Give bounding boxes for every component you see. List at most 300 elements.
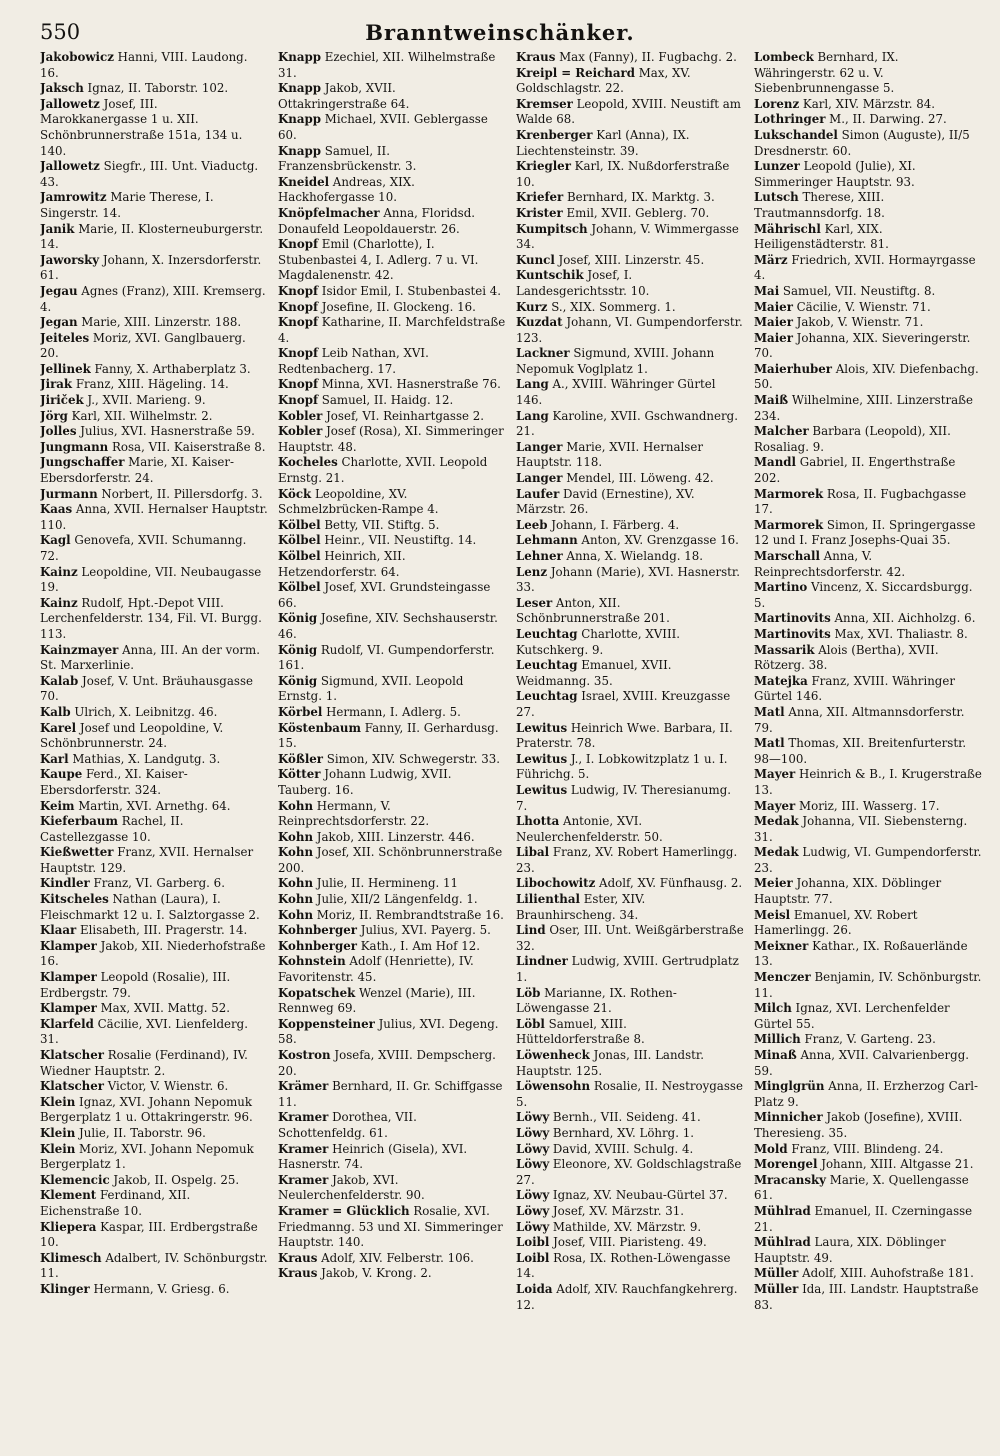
directory-entry	[516, 783, 744, 814]
entry-surname: König	[278, 642, 318, 657]
entry-surname: Kostron	[278, 1048, 331, 1062]
entry-surname: Kobler	[278, 424, 323, 439]
entry-surname: Klatscher	[40, 1079, 104, 1094]
directory-entry	[278, 611, 506, 642]
entry-details: Leopold (Julie), XI. Simmeringer Hauptstr. 93.	[754, 159, 916, 189]
directory-entry	[40, 565, 268, 596]
directory-entry	[278, 284, 506, 300]
entry-details: J., I. Lobkowitzplatz 1 u. I. Führichg. 5.	[516, 751, 728, 782]
entry-surname: Lang	[516, 377, 549, 392]
entry-details: Julie, II. Taborstr. 96.	[75, 1125, 206, 1140]
directory-entry	[278, 50, 506, 81]
entry-details: Mathilde, XV. Märzstr. 9.	[549, 1219, 702, 1234]
entry-surname: Malcher	[754, 424, 809, 439]
entry-details: Victor, V. Wienstr. 6.	[103, 1079, 229, 1094]
entry-surname: Körbel	[278, 704, 323, 719]
directory-entry	[754, 767, 982, 798]
entry-details: Anna, XII. Altmannsdorferstr. 79.	[754, 704, 965, 735]
directory-entry	[278, 986, 506, 1017]
entry-details: Josefine, II. Glockeng. 16.	[318, 299, 476, 314]
entry-surname: Kramer	[278, 1172, 329, 1187]
directory-entry	[40, 1001, 268, 1017]
directory-entry	[40, 1017, 268, 1048]
directory-entry	[754, 939, 982, 970]
entry-details: Rosalie, XVI. Friedmanng. 53 und XI. Simmeringer Hauptstr. 140.	[278, 1203, 503, 1250]
directory-entry	[40, 377, 268, 393]
entry-surname: Jungmann	[40, 439, 109, 454]
entry-surname: Kuntschik	[516, 268, 584, 283]
entry-surname: Kohn	[278, 876, 314, 891]
directory-entry	[40, 643, 268, 674]
entry-surname: Lackner	[516, 346, 570, 361]
directory-entry	[516, 954, 744, 985]
entry-surname: Jiriček	[40, 393, 84, 408]
directory-entry	[278, 674, 506, 705]
entry-surname: Knopf	[278, 315, 319, 330]
entry-details: Fanny, X. Arthaberplatz 3.	[90, 361, 251, 376]
entry-surname: Massarik	[754, 642, 815, 657]
directory-entry	[516, 487, 744, 518]
directory-entry	[516, 1188, 744, 1204]
entry-details: Ignaz, XVI. Lerchenfelder Gürtel 55.	[754, 1001, 950, 1031]
entry-details: Josefine, XIV. Sechshauserstr. 46.	[278, 611, 498, 641]
directory-entry	[516, 518, 744, 534]
entry-surname: Leuchtag	[516, 689, 578, 704]
directory-entry	[278, 315, 506, 346]
entry-surname: Kohn	[278, 845, 314, 860]
entry-surname: Kohn	[278, 907, 314, 922]
directory-entry	[278, 892, 506, 908]
directory-entry	[278, 1204, 506, 1251]
directory-entry	[40, 222, 268, 253]
entry-surname: Meixner	[754, 938, 809, 953]
entry-surname: Loida	[516, 1281, 553, 1296]
entry-surname: Matl	[754, 736, 785, 751]
entry-details: Marie, XIII. Linzerstr. 188.	[77, 315, 242, 330]
directory-entry	[40, 190, 268, 221]
entry-surname: Löwy	[516, 1219, 550, 1234]
entry-details: Martin, XVI. Arnethg. 64.	[74, 798, 231, 813]
directory-entry	[278, 549, 506, 580]
entry-details: Max, XVI. Thaliastr. 8.	[830, 626, 968, 641]
entry-surname: Kriefer	[516, 190, 564, 205]
directory-entry	[40, 1282, 268, 1298]
entry-details: Julie, II. Hermineng. 11	[313, 876, 459, 891]
directory-entry	[754, 643, 982, 674]
directory-entry	[40, 455, 268, 486]
entry-details: Betty, VII. Stiftg. 5.	[320, 517, 440, 532]
directory-entry	[278, 300, 506, 316]
entry-surname: Leuchtag	[516, 658, 578, 673]
page-header	[40, 20, 960, 48]
entry-details: Leopoldine, VII. Neubaugasse 19.	[40, 564, 262, 595]
directory-entry	[278, 1173, 506, 1204]
entry-details: Ludwig, XVIII. Gertrudplatz 1.	[516, 954, 739, 985]
entry-surname: Klemencic	[40, 1172, 110, 1187]
directory-entry	[278, 908, 506, 924]
entry-details: Eleonore, XV. Goldschlagstraße 27.	[516, 1157, 742, 1187]
entry-details: Andreas, XIX. Hackhofergasse 10.	[278, 174, 415, 205]
entry-details: Ferdinand, XII. Eichenstraße 10.	[40, 1188, 191, 1218]
entry-surname: Kramer	[278, 1110, 329, 1125]
directory-entry	[516, 66, 744, 97]
directory-entry	[754, 580, 982, 611]
directory-entry	[754, 159, 982, 190]
entry-surname: Martino	[754, 580, 808, 595]
entry-surname: Langer	[516, 471, 563, 486]
directory-entry	[40, 892, 268, 923]
entry-details: Josef und Leopoldine, V. Schönbrunnerstr. 24.	[40, 720, 224, 751]
entry-surname: Klein	[40, 1141, 76, 1156]
entry-surname: Millich	[754, 1032, 801, 1047]
directory-entry	[40, 1251, 268, 1282]
entry-details: Bernhard, II. Gr. Schiffgasse 11.	[278, 1079, 503, 1109]
directory-entry	[516, 409, 744, 440]
directory-entry	[278, 455, 506, 486]
entry-surname: Kölbel	[278, 533, 321, 548]
entry-surname: Jurmann	[40, 486, 98, 501]
entry-details: Franz, VIII. Blindeng. 24.	[787, 1141, 944, 1156]
entry-surname: Lind	[516, 923, 546, 938]
entry-details: Anna, V. Reinprechtsdorferstr. 42.	[754, 549, 906, 579]
entry-details: Julius, XVI. Hasnerstraße 59.	[76, 424, 255, 439]
entry-details: Kaspar, III. Erdbergstraße 10.	[40, 1219, 258, 1250]
entry-surname: Kliepera	[40, 1219, 97, 1234]
entry-details: Hanni, VIII. Laudong. 16.	[40, 50, 248, 80]
directory-entry	[754, 799, 982, 815]
directory-entry	[754, 362, 982, 393]
entry-surname: Kuncl	[516, 252, 555, 267]
entry-surname: Lothringer	[754, 112, 826, 127]
directory-entry	[516, 315, 744, 346]
entry-surname: Löwy	[516, 1141, 550, 1156]
directory-entry	[278, 580, 506, 611]
entry-details: Jakob, XVI. Neulerchenfelderstr. 90.	[278, 1172, 425, 1203]
directory-entry	[40, 767, 268, 798]
entry-details: Samuel, VII. Neustiftg. 8.	[779, 283, 936, 298]
entry-details: Anna, XVII. Calvarienbergg. 59.	[754, 1048, 970, 1078]
directory-entry	[516, 1017, 744, 1048]
entry-details: Isidor Emil, I. Stubenbastei 4.	[318, 283, 502, 298]
directory-entry	[40, 1079, 268, 1095]
entry-surname: Lindner	[516, 954, 568, 969]
directory-entry	[40, 721, 268, 752]
directory-entry	[516, 97, 744, 128]
entry-details: Israel, XVIII. Kreuzgasse 27.	[516, 689, 731, 719]
entry-details: Jakob, XVII. Ottakringerstraße 64.	[278, 81, 410, 111]
entry-details: Franz, XVIII. Währinger Gürtel 146.	[754, 673, 955, 704]
entry-surname: Kocheles	[278, 455, 338, 470]
directory-entry	[278, 767, 506, 798]
directory-entry	[516, 1220, 744, 1236]
entry-surname: Krister	[516, 205, 563, 220]
entry-surname: Jirak	[40, 377, 73, 392]
entry-surname: Klaar	[40, 923, 77, 938]
entry-details: Cäcilie, V. Wienstr. 71.	[792, 299, 931, 314]
entry-surname: Köstenbaum	[278, 720, 361, 735]
entry-surname: Mährischl	[754, 221, 821, 236]
directory-entry	[278, 1079, 506, 1110]
entry-details: Emanuel, XV. Robert Hamerlingg. 26.	[754, 907, 918, 938]
directory-entry	[754, 845, 982, 876]
entry-details: Kath., I. Am Hof 12.	[356, 938, 481, 953]
entry-details: Kathar., IX. Roßauerlände 13.	[754, 938, 968, 969]
entry-details: A., XVIII. Währinger Gürtel 146.	[516, 377, 716, 408]
entry-surname: Kainzmayer	[40, 642, 119, 657]
directory-entry	[40, 331, 268, 362]
directory-entry	[754, 970, 982, 1001]
directory-entry	[516, 471, 744, 487]
entry-surname: Kaupe	[40, 767, 83, 782]
directory-entry	[40, 1142, 268, 1173]
entry-surname: Kindler	[40, 876, 90, 891]
directory-entry	[40, 1220, 268, 1251]
directory-entry	[278, 393, 506, 409]
entry-surname: Libochowitz	[516, 876, 596, 891]
entry-surname: Klimesch	[40, 1250, 102, 1265]
directory-entry	[278, 1017, 506, 1048]
directory-entry	[278, 144, 506, 175]
directory-entry	[278, 81, 506, 112]
entry-details: Dorothea, VII. Schottenfeldg. 61.	[278, 1110, 417, 1140]
directory-entry	[754, 97, 982, 113]
directory-entry	[754, 1001, 982, 1032]
directory-entry	[40, 705, 268, 721]
entry-details: Ignaz, XVI. Johann Nepomuk Bergerplatz 1 u. Ottakringerstr. 96.	[40, 1094, 253, 1125]
directory-entry	[754, 300, 982, 316]
entry-details: Rudolf, VI. Gumpendorferstr. 161.	[278, 642, 495, 673]
entry-surname: König	[278, 611, 318, 626]
entry-details: Rosalie (Ferdinand), IV. Wiedner Hauptstr. 2.	[40, 1048, 248, 1078]
entry-details: Karl, XIX. Heiligenstädterstr. 81.	[754, 221, 889, 252]
entry-surname: Knopf	[278, 377, 319, 392]
directory-entry	[278, 923, 506, 939]
entry-surname: Knapp	[278, 143, 321, 158]
directory-entry	[754, 1282, 982, 1313]
entry-details: Ulrich, X. Leibnitzg. 46.	[70, 704, 218, 719]
entry-details: Fanny, II. Gerhardusg. 15.	[278, 720, 499, 751]
entry-details: Samuel, II. Franzensbrückenstr. 3.	[278, 143, 417, 174]
entry-details: Anton, XV. Grenzgasse 16.	[577, 533, 739, 548]
entry-details: Moriz, II. Rembrandtstraße 16.	[313, 907, 504, 922]
entry-surname: Lewitus	[516, 782, 568, 797]
directory-entry	[278, 721, 506, 752]
entry-surname: Jaworsky	[40, 252, 100, 267]
entry-details: Jonas, III. Landstr. Hauptstr. 125.	[516, 1048, 704, 1078]
entry-surname: Kalab	[40, 673, 79, 688]
entry-surname: Kraus	[516, 50, 556, 64]
entry-surname: Mayer	[754, 798, 796, 813]
directory-entry	[754, 736, 982, 767]
entry-details: Marie, X. Quellengasse 61.	[754, 1172, 969, 1203]
directory-entry	[278, 346, 506, 377]
entry-surname: März	[754, 252, 788, 267]
directory-entry	[40, 674, 268, 705]
entry-surname: Lehmann	[516, 533, 578, 548]
entry-surname: Kieferbaum	[40, 814, 118, 829]
entry-surname: Loibl	[516, 1250, 550, 1265]
directory-entry	[754, 1048, 982, 1079]
directory-entry	[754, 50, 982, 97]
entry-details: Moriz, XVI. Ganglbauerg. 20.	[40, 330, 246, 361]
directory-entry	[754, 112, 982, 128]
entry-details: Mendel, III. Löweng. 42.	[562, 471, 714, 486]
entry-surname: Krämer	[278, 1079, 329, 1094]
entry-details: Franz, VI. Garberg. 6.	[89, 876, 225, 891]
directory-entry	[278, 237, 506, 284]
directory-entry	[516, 440, 744, 471]
directory-entry	[516, 596, 744, 627]
entry-details: Emanuel, XVII. Weidmanng. 35.	[516, 658, 672, 688]
directory-entry	[516, 845, 744, 876]
entry-details: Rosa, IX. Rothen-Löwengasse 14.	[516, 1250, 731, 1281]
entry-details: Karl (Anna), IX. Liechtensteinstr. 39.	[516, 127, 690, 158]
entry-details: Ludwig, IV. Theresianumg. 7.	[516, 782, 731, 813]
entry-details: Franz, XV. Robert Hamerlingg. 23.	[516, 845, 738, 875]
directory-entry	[754, 393, 982, 424]
directory-entry	[516, 1142, 744, 1158]
entry-details: Julie, XII/2 Längenfeldg. 1.	[313, 892, 478, 907]
entry-surname: Meier	[754, 876, 793, 891]
entry-details: Jakob, XIII. Linzerstr. 446.	[313, 829, 475, 844]
entry-details: Ignaz, II. Taborstr. 102.	[83, 81, 229, 96]
entry-surname: Medak	[754, 814, 799, 829]
directory-entry	[278, 487, 506, 518]
entry-details: Ludwig, VI. Gumpendorferstr. 23.	[754, 845, 982, 875]
entry-surname: Löwensohn	[516, 1079, 591, 1094]
entry-details: Josefa, XVIII. Dempscherg. 20.	[278, 1048, 496, 1078]
entry-details: Marianne, IX. Rothen-Löwengasse 21.	[516, 985, 677, 1016]
entry-details: Michael, XVII. Geblergasse 60.	[278, 112, 488, 142]
entry-surname: Lorenz	[754, 96, 800, 111]
directory-entry	[40, 81, 268, 97]
entry-details: Franz, V. Garteng. 23.	[800, 1032, 936, 1047]
entry-surname: Klamper	[40, 938, 97, 953]
entry-surname: Jegan	[40, 315, 78, 330]
entry-details: Josef, XVI. Grundsteingasse 66.	[278, 580, 491, 610]
entry-details: Anna, XII. Aichholzg. 6.	[830, 611, 976, 626]
entry-surname: Karl	[40, 751, 69, 766]
directory-entry	[516, 253, 744, 269]
entry-surname: Klement	[40, 1188, 97, 1203]
entry-details: Heinrich, XII. Hetzendorferstr. 64.	[278, 549, 406, 579]
entry-surname: Kurz	[516, 299, 548, 314]
entry-surname: Janik	[40, 221, 75, 236]
directory-entry	[278, 175, 506, 206]
entry-surname: Lang	[516, 408, 549, 423]
entry-surname: Koppensteiner	[278, 1016, 375, 1031]
entry-surname: Jörg	[40, 408, 68, 423]
entry-details: Hermann, I. Adlerg. 5.	[322, 704, 461, 719]
entry-details: Heinrich Wwe. Barbara, II. Praterstr. 78.	[516, 720, 733, 751]
entry-details: Rosa, VII. Kaiserstraße 8.	[108, 439, 266, 454]
entry-details: Anton, XII. Schönbrunnerstraße 201.	[516, 595, 670, 626]
directory-entry	[516, 814, 744, 845]
directory-entry	[278, 954, 506, 985]
entry-details: Josef, XV. Märzstr. 31.	[549, 1203, 684, 1218]
entry-details: Jakob, V. Krong. 2.	[317, 1266, 432, 1281]
directory-entry	[516, 300, 744, 316]
directory-entry	[754, 611, 982, 627]
directory-columns	[40, 50, 982, 1450]
entry-details: Ida, III. Landstr. Hauptstraße 83.	[754, 1281, 979, 1312]
directory-entry	[40, 939, 268, 970]
directory-entry	[40, 253, 268, 284]
entry-surname: Kötter	[278, 767, 321, 782]
entry-details: Rosa, II. Fugbachgasse 17.	[754, 486, 967, 517]
directory-entry	[40, 845, 268, 876]
directory-entry	[40, 487, 268, 503]
entry-details: Adalbert, IV. Schönburgstr. 11.	[40, 1250, 268, 1281]
entry-details: Josef, XIII. Linzerstr. 45.	[554, 252, 705, 267]
entry-surname: Maier	[754, 315, 793, 330]
directory-entry	[40, 50, 268, 81]
directory-entry	[278, 752, 506, 768]
entry-details: Adolf, XIV. Felberstr. 106.	[317, 1250, 474, 1265]
directory-entry	[278, 206, 506, 237]
entry-details: Johann, XIII. Altgasse 21.	[817, 1157, 974, 1172]
directory-entry	[278, 112, 506, 143]
directory-entry	[278, 830, 506, 846]
entry-surname: Menczer	[754, 970, 811, 985]
entry-details: Max, XVII. Mattg. 52.	[96, 1001, 231, 1016]
entry-details: Bernhard, XV. Löhrg. 1.	[549, 1125, 694, 1140]
entry-surname: Keim	[40, 798, 75, 813]
directory-entry	[278, 518, 506, 534]
entry-details: Johann Ludwig, XVII. Tauberg. 16.	[278, 767, 452, 797]
entry-details: Sigmund, XVII. Leopold Ernstg. 1.	[278, 673, 464, 704]
entry-surname: Leuchtag	[516, 626, 578, 641]
entry-details: Simon, XIV. Schwegerstr. 33.	[323, 751, 500, 766]
directory-entry	[278, 799, 506, 830]
directory-entry	[516, 1157, 744, 1188]
entry-surname: Köck	[278, 486, 312, 501]
entry-surname: Kohnstein	[278, 954, 346, 969]
entry-details: Max (Fanny), II. Fugbachg. 2.	[555, 50, 737, 64]
directory-entry	[40, 159, 268, 190]
column-1	[40, 50, 268, 1450]
entry-surname: Mühlrad	[754, 1235, 811, 1250]
directory-entry	[516, 1235, 744, 1251]
directory-entry	[754, 1142, 982, 1158]
entry-surname: Kohn	[278, 829, 314, 844]
entry-surname: Klamper	[40, 970, 97, 985]
entry-details: Adolf (Henriette), IV. Favoritenstr. 45.	[278, 954, 474, 985]
directory-entry	[754, 627, 982, 643]
entry-details: Josef, VIII. Piaristeng. 49.	[549, 1235, 707, 1250]
entry-surname: Knopf	[278, 283, 319, 298]
entry-surname: Kriegler	[516, 159, 571, 174]
directory-entry	[278, 705, 506, 721]
entry-surname: Leeb	[516, 517, 548, 532]
entry-surname: Kohnberger	[278, 938, 357, 953]
entry-details: Josef, V. Unt. Bräuhausgasse 70.	[40, 673, 253, 704]
entry-details: Barbara (Leopold), XII. Rosaliag. 9.	[754, 424, 951, 454]
entry-surname: Klamper	[40, 1001, 97, 1016]
entry-details: Mathias, X. Landgutg. 3.	[68, 751, 221, 766]
directory-entry	[516, 658, 744, 689]
directory-entry	[278, 1048, 506, 1079]
entry-details: Karl, XII. Wilhelmstr. 2.	[67, 408, 213, 423]
entry-details: Laura, XIX. Döblinger Hauptstr. 49.	[754, 1235, 946, 1265]
entry-surname: Minnicher	[754, 1110, 823, 1125]
entry-details: Moriz, III. Wasserg. 17.	[795, 798, 940, 813]
directory-entry	[40, 799, 268, 815]
entry-details: Marie, XVII. Hernalser Hauptstr. 118.	[516, 439, 703, 470]
entry-details: Ferd., XI. Kaiser-Ebersdorferstr. 324.	[40, 767, 188, 797]
entry-surname: Kramer = Glücklich	[278, 1203, 410, 1218]
directory-entry	[754, 1157, 982, 1173]
